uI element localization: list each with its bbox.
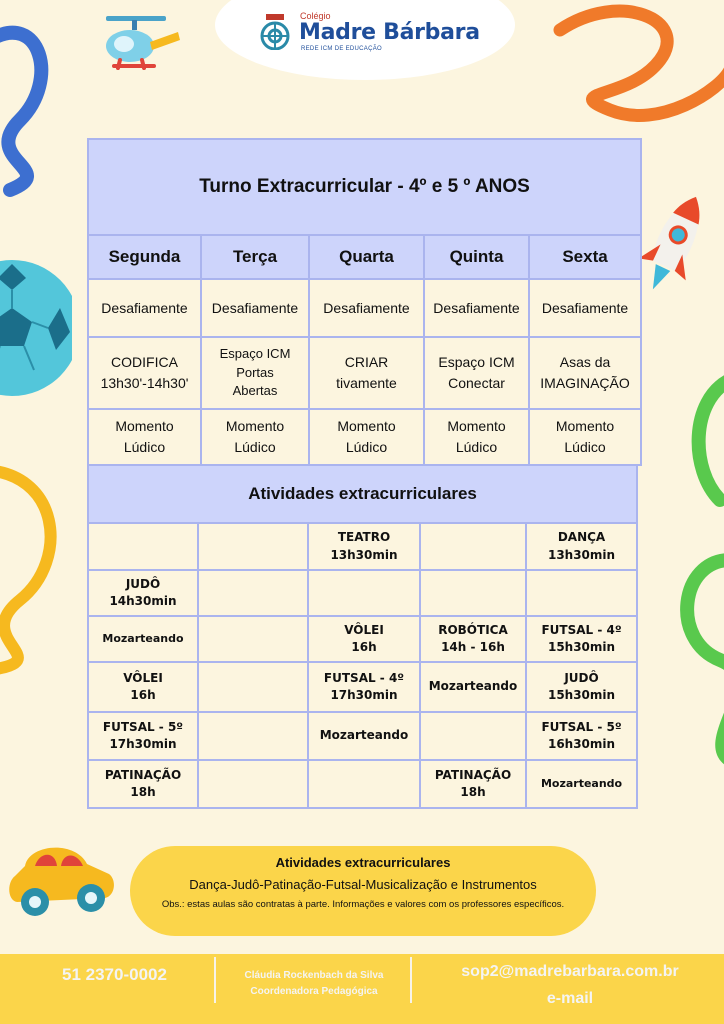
- cell-line: 13h30min: [547, 547, 616, 562]
- cell-line: Desafiamente: [323, 299, 410, 316]
- cell-line: JUDÔ: [564, 670, 599, 685]
- activity-cell: [308, 760, 420, 808]
- day-header-row: [88, 235, 641, 279]
- cell-line: Asas da: [559, 354, 611, 370]
- table-row: [88, 523, 637, 570]
- cell-line: CRIAR: [344, 354, 389, 370]
- cell-line: 14h - 16h: [441, 640, 505, 654]
- coordinator-name: Cláudia Rockenbach da Silva: [244, 970, 384, 981]
- footer-divider: [410, 957, 412, 1003]
- cell-line: 18h: [460, 785, 486, 799]
- activity-cell: [88, 662, 198, 712]
- activity-cell: [198, 523, 308, 570]
- info-box-title: Atividades extracurriculares: [275, 855, 451, 870]
- cell-line: 13h30min: [330, 547, 398, 562]
- schedule-cell: [201, 409, 309, 465]
- activity-cell: [88, 712, 198, 760]
- coordinator-role: Coordenadora Pedagógica: [250, 986, 378, 997]
- cell-line: IMAGINAÇÃO: [540, 375, 630, 391]
- cell-line: Lúdico: [455, 439, 498, 455]
- footer-divider: [214, 957, 216, 1003]
- cell-line: PATINAÇÃO: [104, 767, 182, 782]
- cell-line: 14h30min: [109, 594, 177, 608]
- cell-line: Desafiamente: [541, 299, 629, 316]
- day-header: Quarta: [309, 235, 424, 279]
- activity-cell: [198, 616, 308, 662]
- cell-line: 15h30min: [547, 640, 616, 654]
- cell-line: 16h: [130, 688, 156, 702]
- cell-line: Momento: [337, 418, 396, 434]
- activity-cell: [198, 760, 308, 808]
- logo-name: Madre Bárbara: [299, 20, 480, 45]
- activity-cell: [88, 570, 198, 616]
- logo-subtitle: REDE ICM DE EDUCAÇÃO: [301, 46, 383, 52]
- toy-car-icon: [5, 836, 117, 920]
- helicopter-icon: [92, 10, 184, 82]
- cell-line: Desafiamente: [101, 299, 188, 316]
- cell-line: 17h30min: [330, 688, 398, 702]
- table-row: [88, 279, 641, 337]
- cell-line: Mozarteando: [102, 632, 184, 646]
- cell-line: Lúdico: [345, 439, 388, 455]
- cell-line: DANÇA: [557, 530, 606, 545]
- schedule-title: Turno Extracurricular - 4º e 5 º ANOS: [88, 139, 641, 235]
- cell-line: Lúdico: [234, 439, 276, 455]
- activity-cell: [308, 662, 420, 712]
- cell-line: Momento: [555, 418, 615, 434]
- activity-cell: [198, 712, 308, 760]
- table-row: [88, 337, 641, 409]
- email-label: e-mail: [546, 990, 594, 1007]
- cell-line: Conectar: [448, 375, 505, 391]
- cell-line: VÔLEI: [123, 670, 163, 685]
- schedule-cell: [424, 409, 529, 465]
- cell-line: FUTSAL - 5º: [541, 719, 622, 734]
- soccer-ball-icon: [0, 258, 72, 398]
- cell-line: JUDÔ: [125, 576, 161, 591]
- cell-line: Momento: [225, 418, 285, 434]
- activity-cell: [308, 523, 420, 570]
- activity-cell: [308, 616, 420, 662]
- activity-cell: [526, 760, 637, 808]
- activity-cell: [526, 712, 637, 760]
- activity-cell: [420, 712, 526, 760]
- cell-line: Lúdico: [123, 439, 166, 455]
- activities-title: Atividades extracurriculares: [88, 465, 637, 523]
- schedule-cell: [88, 409, 201, 465]
- activity-cell: [308, 570, 420, 616]
- schedule-cell: [309, 337, 424, 409]
- table-row: [88, 616, 637, 662]
- cell-line: ROBÓTICA: [438, 622, 508, 637]
- info-box-list: Dança-Judô-Patinação-Futsal-Musicalização e Instrumentos: [189, 877, 537, 892]
- phone-number[interactable]: 51 2370-0002: [62, 965, 167, 984]
- cell-line: Abertas: [232, 383, 278, 399]
- logo-small-text: Colégio: [300, 11, 331, 21]
- activities-table: [87, 464, 638, 809]
- email-address[interactable]: sop2@madrebarbara.com.br: [461, 963, 679, 980]
- cell-line: 16h: [351, 640, 377, 654]
- cell-line: Mozarteando: [319, 728, 409, 743]
- cell-line: Espaço ICM: [219, 345, 291, 361]
- activity-cell: [420, 760, 526, 808]
- table-row: [88, 760, 637, 808]
- activity-cell: [88, 616, 198, 662]
- table-row: [88, 662, 637, 712]
- cell-line: FUTSAL - 4º: [541, 622, 622, 637]
- rocket-icon: [636, 188, 712, 300]
- cell-line: Momento: [447, 418, 506, 434]
- activity-cell: [526, 662, 637, 712]
- cell-line: Desafiamente: [433, 299, 520, 316]
- activity-cell: [526, 570, 637, 616]
- day-header: Quinta: [424, 235, 529, 279]
- schedule-cell: [309, 409, 424, 465]
- activity-cell: [420, 570, 526, 616]
- schedule-cell: [424, 279, 529, 337]
- schedule-cell: [529, 409, 641, 465]
- cell-line: FUTSAL - 4º: [323, 670, 405, 685]
- cell-line: Mozarteando: [428, 679, 518, 694]
- schedule-cell: [309, 279, 424, 337]
- schedule-cell: [529, 337, 641, 409]
- cell-line: Mozarteando: [540, 777, 623, 791]
- day-header: Sexta: [529, 235, 641, 279]
- schedule-cell: [88, 337, 201, 409]
- schedule-cell: [201, 279, 309, 337]
- cell-line: 16h30min: [547, 737, 616, 751]
- cell-line: 18h: [130, 785, 156, 799]
- schedule-cell: [529, 279, 641, 337]
- activity-cell: [88, 523, 198, 570]
- activity-cell: [308, 712, 420, 760]
- activity-cell: [420, 616, 526, 662]
- cell-line: 13h30'-14h30': [100, 375, 189, 391]
- cell-line: VÔLEI: [344, 622, 384, 637]
- table-row: [88, 712, 637, 760]
- cell-line: Espaço ICM: [438, 354, 515, 370]
- cell-line: 15h30min: [547, 688, 616, 702]
- activity-cell: [526, 523, 637, 570]
- day-header: Segunda: [88, 235, 201, 279]
- extracurricular-schedule-table: [87, 138, 642, 466]
- activity-cell: [198, 570, 308, 616]
- cell-line: TEATRO: [337, 530, 391, 545]
- activity-cell: [420, 662, 526, 712]
- cell-line: FUTSAL - 5º: [102, 719, 184, 734]
- cell-line: tivamente: [336, 375, 397, 391]
- cell-line: 17h30min: [109, 737, 177, 751]
- cell-line: CODIFICA: [111, 354, 178, 370]
- activity-cell: [526, 616, 637, 662]
- info-box-note: Obs.: estas aulas são contratas à parte. Informações e valores com os professores específicos.: [161, 899, 565, 910]
- cell-line: Portas: [236, 364, 274, 380]
- cell-line: PATINAÇÃO: [434, 767, 512, 782]
- cell-line: Desafiamente: [211, 299, 299, 316]
- schedule-cell: [201, 337, 309, 409]
- schedule-cell: [424, 337, 529, 409]
- activity-cell: [198, 662, 308, 712]
- activity-cell: [420, 523, 526, 570]
- school-logo-icon: [257, 14, 293, 50]
- activity-cell: [88, 760, 198, 808]
- cell-line: Momento: [115, 418, 174, 434]
- day-header: Terça: [201, 235, 309, 279]
- table-row: [88, 570, 637, 616]
- cell-line: Lúdico: [564, 439, 606, 455]
- table-row: [88, 409, 641, 465]
- schedule-cell: [88, 279, 201, 337]
